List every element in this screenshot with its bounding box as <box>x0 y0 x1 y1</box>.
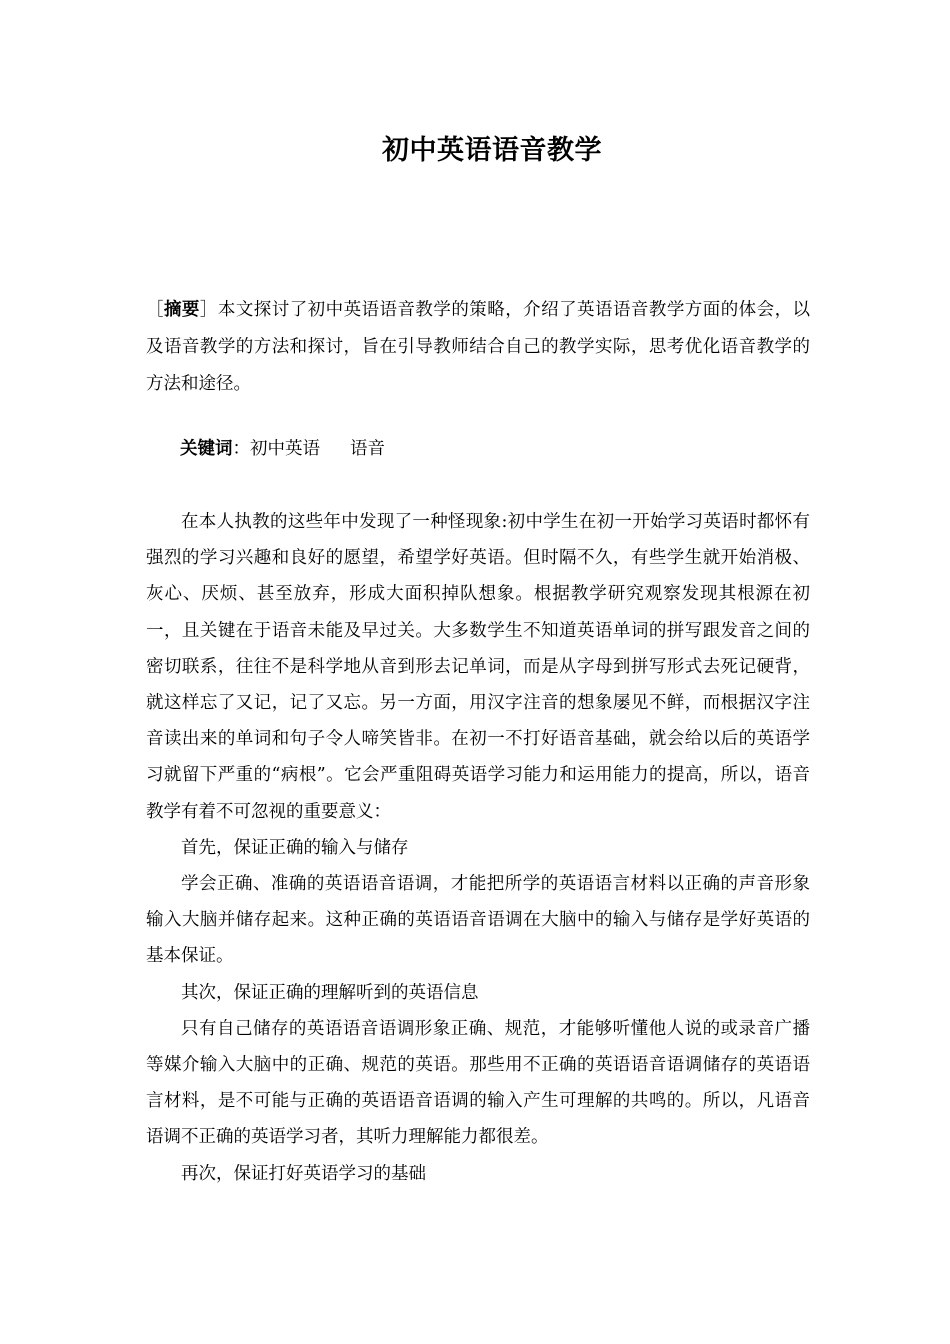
abstract <box>146 292 810 403</box>
document-body <box>146 504 810 1192</box>
body-paragraph: 在本人执教的这些年中发现了一种怪现象:初中学生在初一开始学习英语时都怀有强烈的学习兴趣和良好的愿望，希望学好英语。但时隔不久，有些学生就开始消极、灰心、厌烦、甚至放弃，形成大面积掉队想象。根据教学研究观察发现其根源在初一，且关键在于语音未能及早过关。大多数学生不知道英语单词的拼写跟发音之间的密切联系，往往不是科学地从音到形去记单词，而是从字母到拼写形式去死记硬背，就这样忘了又记，记了又忘。另一方面，用汉字注音的想象屡见不鲜，而根据汉字注音读出来的单词和句子令人啼笑皆非。在初一不打好语音基础，就会给以后的英语学习就留下严重的“病根”。它会严重阻碍英语学习能力和运用能力的提高，所以，语音教学有着不可忽视的重要意义： <box>146 512 810 822</box>
abstract-bracket-open: ［ <box>146 300 164 320</box>
body-paragraph: 只有自己储存的英语语音语调形象正确、规范，才能够听懂他人说的或录音广播等媒介输入大脑中的正确、规范的英语。那些用不正确的英语语音语调储存的英语语言材料，是不可能与正确的英语语音语调的输入产生可理解的共鸣的。所以，凡语音语调不正确的英语学习者，其听力理解能力都很差。 <box>146 1018 810 1148</box>
keywords-colon: ： <box>232 439 250 459</box>
keywords <box>180 434 385 464</box>
keyword-item: 初中英语 <box>250 439 320 459</box>
body-paragraph: 其次，保证正确的理解听到的英语信息 <box>181 982 479 1003</box>
body-paragraph: 首先，保证正确的输入与储存 <box>181 837 409 858</box>
document-title: 初中英语语音教学 <box>382 135 602 166</box>
abstract-text: 本文探讨了初中英语语音教学的策略，介绍了英语语音教学方面的体会，以及语音教学的方法和探讨，旨在引导教师结合自己的教学实际，思考优化语音教学的方法和途径。 <box>146 300 811 394</box>
body-paragraph: 再次，保证打好英语学习的基础 <box>181 1163 426 1184</box>
body-paragraph: 学会正确、准确的英语语音语调，才能把所学的英语语言材料以正确的声音形象输入大脑并储存起来。这种正确的英语语音语调在大脑中的输入与储存是学好英语的基本保证。 <box>146 874 810 967</box>
keywords-label: 关键词 <box>180 439 233 459</box>
abstract-label: 摘要 <box>163 300 200 320</box>
abstract-bracket-close: ］ <box>199 300 218 320</box>
keyword-item: 语音 <box>350 439 385 459</box>
